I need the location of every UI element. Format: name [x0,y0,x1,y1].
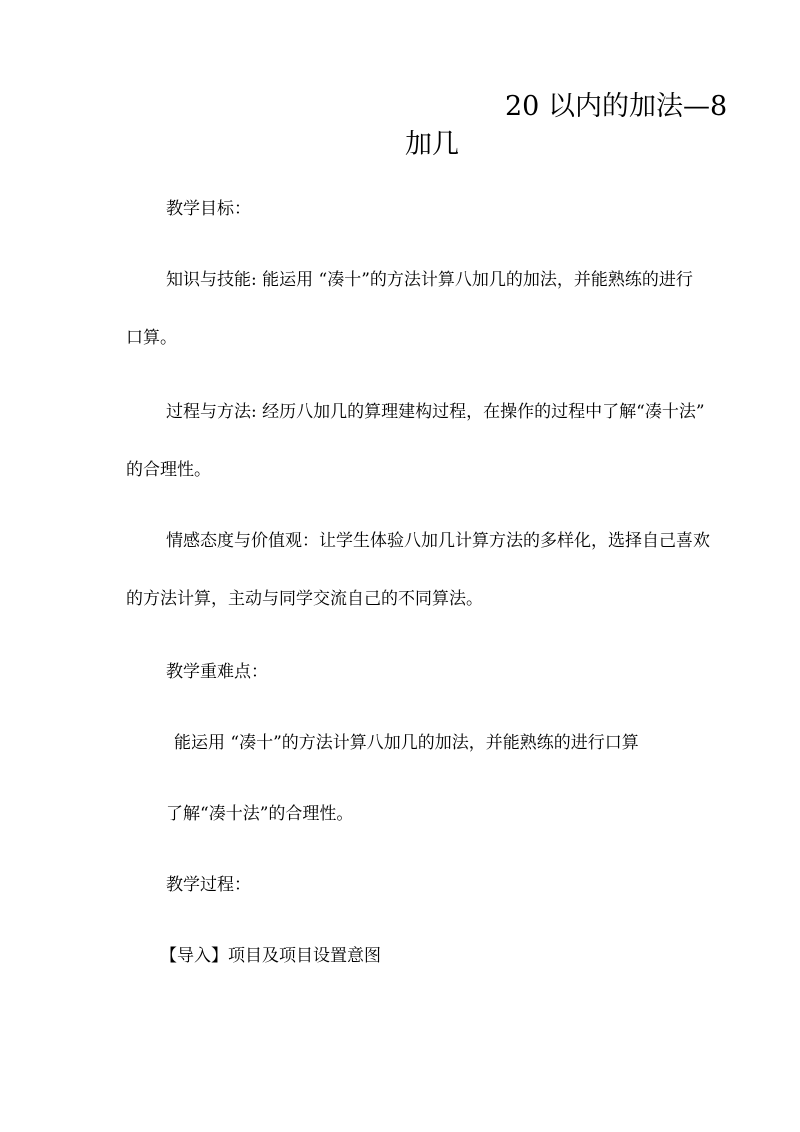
knowledge-skills-line-1: 知识与技能: 能运用 “凑十”的方法计算八加几的加法，并能熟练的进行 [166,270,693,290]
knowledge-skills-line-2: 口算。 [126,328,177,348]
key-point-1: 能运用 “凑十”的方法计算八加几的加法，并能熟练的进行口算 [174,733,639,753]
process-method-line-2: 的合理性。 [126,460,211,480]
emotion-values-line-1: 情感态度与价值观：让学生体验八加几计算方法的多样化，选择自己喜欢 [166,531,710,551]
key-points-heading: 教学重难点： [166,662,268,682]
intro-section-line: 【导入】项目及项目设置意图 [160,946,381,966]
procedure-heading: 教学过程： [166,875,251,895]
title-line-2: 加几 [405,129,459,160]
process-method-line-1: 过程与方法: 经历八加几的算理建构过程，在操作的过程中了解“凑十法” [166,402,705,422]
emotion-values-line-2: 的方法计算，主动与同学交流自己的不同算法。 [126,589,483,609]
key-point-2: 了解“凑十法”的合理性。 [166,804,354,824]
objectives-heading: 教学目标： [166,199,251,219]
title-line-1: 20 以内的加法—8 [505,91,728,122]
